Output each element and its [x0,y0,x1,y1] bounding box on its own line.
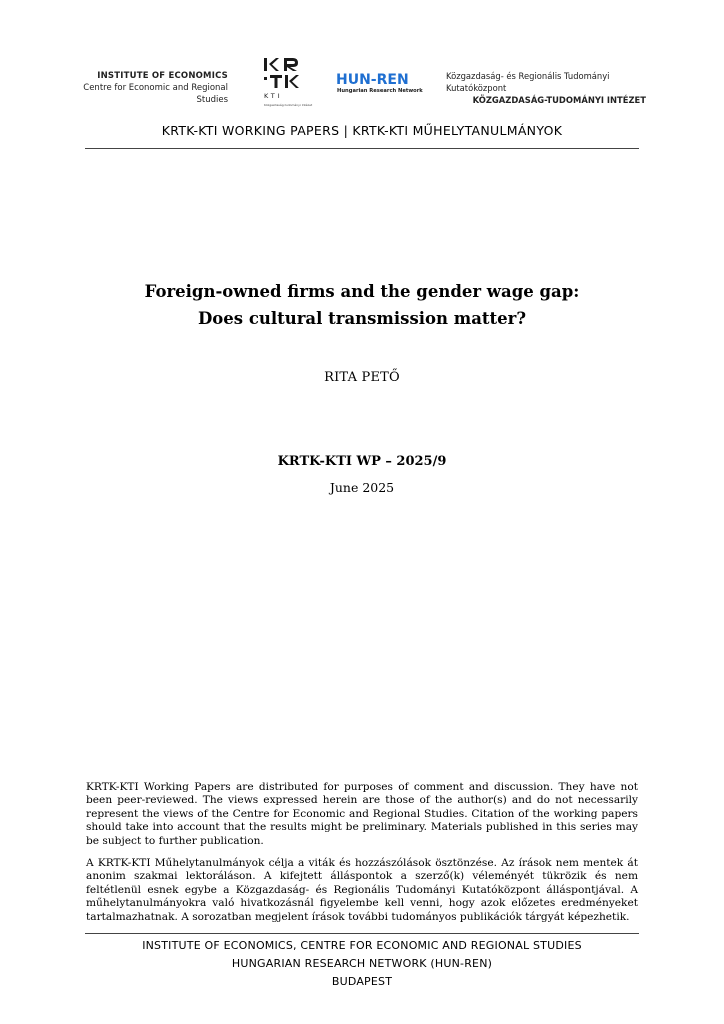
publication-date: June 2025 [329,480,395,495]
kti-logo-t-stem [275,75,278,88]
working-paper-number: KRTK-KTI WP – 2025/9 [277,454,447,469]
paper-title-line-1: Foreign-owned firms and the gender wage gap: [144,282,580,301]
footer-line-1: INSTITUTE OF ECONOMICS, CENTRE FOR ECONOMIC AND REGIONAL STUDIES [142,939,582,952]
paper-title [85,278,639,332]
kti-logo-subtext: Közgazdaság-tudományi Intézet [264,103,313,107]
author: RITA PETŐ [324,370,400,385]
kti-logo-dot [264,77,267,80]
hun-ren-subtitle: Hungarian Research Network [337,88,423,94]
institute-of-economics-label: INSTITUTE OF ECONOMICS [97,71,228,81]
header-left-institute [60,70,228,106]
series-title: KRTK-KTI WORKING PAPERS | KRTK-KTI MŰHELYTANULMÁNYOK [161,123,563,138]
kti-logo-k-arm [269,58,279,71]
header-divider [85,148,639,149]
kti-logo-text: KTI [264,92,283,100]
header-right-institute [446,70,646,106]
kti-logo-k2-arm [289,75,299,88]
kti-logo [260,56,313,112]
footer-line-3: BUDAPEST [331,975,393,988]
footer-line-2: HUNGARIAN RESEARCH NETWORK (HUN-REN) [231,957,493,970]
hun-ren-name: HUN-REN [336,72,409,88]
footer [85,937,639,991]
disclaimer-hungarian: A KRTK-KTI Műhelytanulmányok célja a viták és hozzászólások ösztönzése. Az írások nem mentek át anonim szakmai lektoráláson. A kifejtett álláspontok a szerző(k) véleményét tükrözik és nem feltétlenül esnek egybe a Közgazdaság- és Regionális Tudományi Kutatóközpont álláspontjával. A műhelytanulmányokra való hivatkozásnál figyelembe kell venni, hogy azok előzetes eredményeket tartalmazhatnak. A sorozatban megjelent írások további tudományos publikációk tárgyát képezhetik. [86,857,638,923]
kti-logo-bar [264,58,267,71]
kti-logo-r-top [284,58,298,71]
hun-ren-logo [336,70,426,96]
research-centre-label: Közgazdaság- és Regionális Tudományi Kutatóközpont [446,71,610,93]
paper-title-line-2: Does cultural transmission matter? [197,309,527,328]
disclaimer-english: KRTK-KTI Working Papers are distributed for purposes of comment and discussion. They have not been peer-reviewed. The views expressed herein are those of the author(s) and do not necessarily represent the views of the Centre for Economic and Regional Studies. Citation of the working papers should take into account that the results might be preliminary. Materials published in this series may be subject to further publication. [86,781,638,847]
centre-label: Centre for Economic and Regional Studies [83,83,228,105]
kti-institute-label: KÖZGAZDASÁG-TUDOMÁNYI INTÉZET [472,95,646,105]
kti-logo-k2-bar [285,75,288,88]
footer-divider [85,933,639,934]
